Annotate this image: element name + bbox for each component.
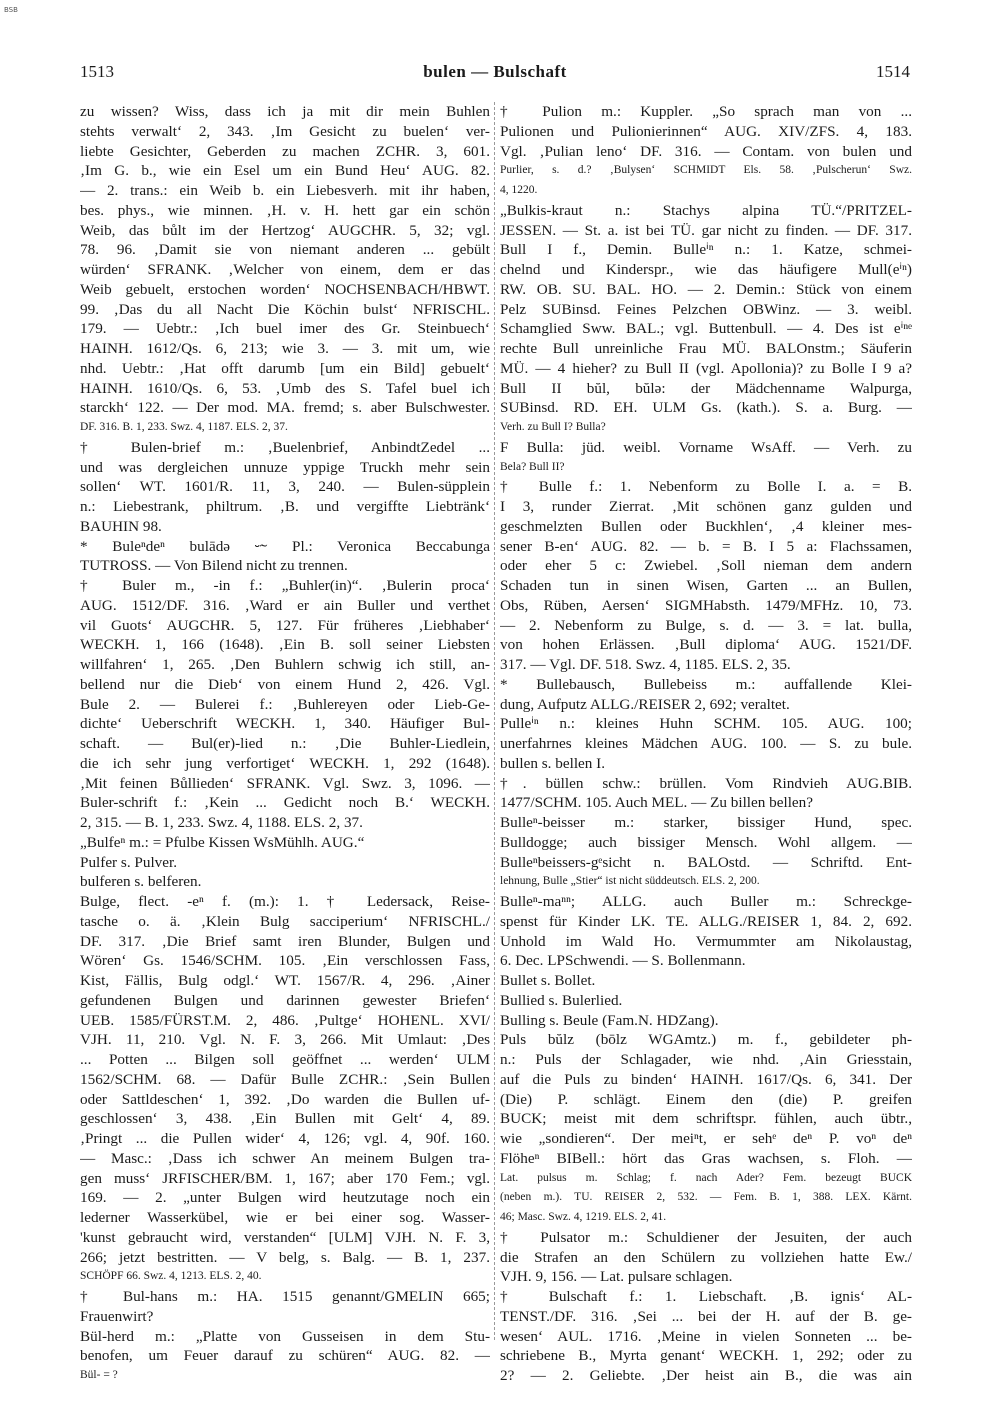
text-line: nhd. Uebtr.: ‚Hat offt darumb [um ein Bild] gebuelt‘ bbox=[80, 359, 490, 377]
text-line: schaft. — Bul(er)-lied n.: ‚Die Buhler-Liedlein, bbox=[80, 735, 490, 752]
text-line: HAINH. 1612/Qs. 6, 213; wie 3. — 3. mit um, wie bbox=[80, 340, 490, 357]
text-line: geschmelzten Bullen oder Buckhlen‘, ‚4 kleiner mes- bbox=[500, 517, 912, 535]
text-line: Bulleⁿbeissers-gᵉsicht n. BALOstd. — Schriftd. Ent- bbox=[500, 853, 912, 871]
text-line: n.: Liebestrank, philtrum. ‚B. und vergiffte Liebtränk‘ bbox=[80, 498, 490, 515]
text-line: Wören‘ Gs. 1546/SCHM. 105. ‚Ein verschlossen Fass, bbox=[80, 952, 490, 970]
text-line: würden‘ SFRANK. ‚Welcher von einem, dem er das bbox=[80, 261, 490, 278]
text-line: Bela? Bull II? bbox=[500, 460, 565, 473]
text-line: 6. Dec. LPSchwendi. — S. Bollenmann. bbox=[500, 952, 746, 970]
text-line: bulferen s. belferen. bbox=[80, 873, 202, 891]
text-line: 266; jetzt bestritten. — V belg, s. Balg. — B. 1, 237. bbox=[80, 1248, 490, 1266]
page-header bbox=[80, 62, 910, 86]
text-line: TUTROSS. — Von Bilend nicht zu trennen. bbox=[80, 557, 348, 575]
text-line: 4, 1220. bbox=[500, 184, 538, 196]
text-line: lehnung, Bulle „Stier“ ist nicht süddeutsch. ELS. 2, 200. bbox=[500, 875, 760, 888]
text-line: 1562/SCHM. 68. — Dafür Bulle ZCHR.: ‚Sein Bullen bbox=[80, 1070, 490, 1088]
text-line: — Masc.: ‚Dass ich schwer An meinem Bulgen tra- bbox=[80, 1149, 490, 1167]
text-line: (Die) P. schlägt. Einem den (die) P. greifen bbox=[500, 1090, 912, 1108]
text-line: stehts verwalt‘ 2, 343. ‚Im Gesicht zu buelen‘ ver- bbox=[80, 122, 490, 140]
text-line: Schamglied Sww. BAL.; vgl. Buttenbull. — 4. Des ist eⁱⁿᵉ bbox=[500, 320, 912, 338]
right-page-number: 1514 bbox=[876, 62, 910, 81]
text-line: auf die Puls zu binden‘ HAINH. 1617/Qs. 6, 341. Der bbox=[500, 1070, 912, 1088]
text-line: UEB. 1585/FÜRST.M. 2, 486. ‚Pultge‘ HOHENL. XVI/ bbox=[80, 1011, 490, 1029]
text-line: BUCK; meist mit dem schriftspr. fühlen, auch übtr., bbox=[500, 1110, 912, 1128]
text-line: bullen s. bellen I. bbox=[500, 754, 606, 772]
text-line: Pulfer s. Pulver. bbox=[80, 853, 178, 871]
text-line: F Bulla: jüd. weibl. Vorname WsAff. — Verh. zu bbox=[500, 438, 912, 456]
text-line: 169. — 2. „unter Bulgen wird heutzutage noch ein bbox=[80, 1189, 490, 1207]
text-line: sener B-en‘ AUG. 82. — b. = B. I 5 a: Flachssamen, bbox=[500, 537, 912, 555]
text-line: (neben m.). TU. REISER 2, 532. — Fem. B. 1, 388. LEX. Kärnt. bbox=[500, 1191, 912, 1204]
text-line: TENST./DF. 316. ‚Sei ... bei der H. auf der B. ge- bbox=[500, 1307, 912, 1325]
text-line: gen muss‘ JRFISCHER/BM. 1, 167; aber 170 Fem.; vgl. bbox=[80, 1169, 490, 1187]
text-line: † Pulsator m.: Schuldiener der Jesuiten, der auch bbox=[500, 1228, 912, 1246]
text-line: Weib gebuelt, erstochen worden‘ NOCHSENBACH/HBWT. bbox=[80, 280, 490, 298]
text-line: † Buler m., -in f.: „Buhler(in)“. ‚Bulerin proca‘ bbox=[80, 577, 490, 594]
text-line: Verh. zu Bull I? Bulla? bbox=[500, 421, 606, 433]
text-line: Bulling s. Beule (Fam.N. HDZang). bbox=[500, 1011, 719, 1029]
running-title: bulen — Bulschaft bbox=[423, 62, 567, 81]
text-line: Lat. pulsus m. Schlag; f. nach Ader? Fem. bezeugt BUCK bbox=[500, 1171, 912, 1184]
text-line: ‚Mit feinen Bůllieden‘ SFRANK. Vgl. Swz. 3, 1096. — bbox=[80, 774, 490, 792]
text-line: DF. 316. B. 1, 233. Swz. 4, 1187. ELS. 2, 37. bbox=[80, 421, 288, 433]
text-line: dichte‘ Ueberschrift WECKH. 1, 340. Häufiger Bul- bbox=[80, 715, 490, 733]
text-line: DF. 317. ‚Die Brief samt iren Blunder, Bulgen und bbox=[80, 932, 490, 950]
text-line: † Bulschaft f.: 1. Liebschaft. ‚B. ignis‘ AL- bbox=[500, 1288, 912, 1305]
text-line: oder eher 5 c: Zwiebel. ‚Soll nieman dem andern bbox=[500, 557, 912, 575]
text-line: geschlossen‘ 3, 438. ‚Ein Bullen mit Gelt‘ 4, 89. bbox=[80, 1110, 490, 1128]
text-line: Bulleⁿ-beisser m.: starker, bissiger Hund, spec. bbox=[500, 814, 912, 831]
text-line: Purlier, s. d.? ‚Bulysen‘ SCHMIDT Els. 58. ‚Pulscherun‘ Swz. bbox=[500, 164, 912, 177]
text-line: † Bul-hans m.: HA. 1515 genannt/GMELIN 665; bbox=[80, 1288, 490, 1305]
text-line: Puls bŭlz (bōlz WGAmtz.) m. f., gebildeter ph- bbox=[500, 1031, 912, 1049]
text-line: willfahren‘ 1, 265. ‚Den Buhlern schwig ich still, an- bbox=[80, 656, 490, 673]
text-line: oder Sattldeschen‘ 1, 392. ‚Do warden die Bullen uf- bbox=[80, 1090, 490, 1108]
text-line: 1477/SCHM. 105. Auch MEL. — Zu billen bellen? bbox=[500, 794, 814, 812]
text-line: Bül- = ? bbox=[80, 1369, 118, 1381]
text-line: † Bulle f.: 1. Nebenform zu Bolle I. a. = B. bbox=[500, 478, 912, 496]
text-line: Bulge, flect. -eⁿ f. (m.): 1. † Ledersack, Reise- bbox=[80, 893, 490, 910]
text-line: Buler-schrift f.: ‚Kein ... Gedicht noch B.‘ WECKH. bbox=[80, 794, 490, 812]
left-column bbox=[80, 102, 490, 1386]
text-line: Pulionen und Pulionierinnen“ AUG. XIV/ZFS. 4, 183. bbox=[500, 122, 912, 140]
text-line: 317. — Vgl. DF. 518. Swz. 4, 1185. ELS. 2, 35. bbox=[500, 656, 791, 673]
text-line: BAUHIN 98. bbox=[80, 517, 162, 535]
text-line: ‚Pringt ... die Pullen wider‘ 4, 126; vgl. 4, 90f. 160. bbox=[80, 1130, 490, 1147]
text-line: HAINH. 1610/Qs. 6, 53. ‚Umb des S. Tafel buel ich bbox=[80, 379, 490, 397]
library-stamp: BSB bbox=[4, 6, 18, 14]
text-line: Bül-herd m.: „Platte von Gusseisen in dem Stu- bbox=[80, 1327, 490, 1345]
text-line: dung, Aufputz ALLG./REISER 2, 692; veraltet. bbox=[500, 695, 790, 713]
text-line: Vgl. ‚Pulian leno‘ DF. 316. — Contam. von bulen und bbox=[500, 142, 912, 160]
text-line: * Bullebausch, Bullebeiss m.: auffallende Klei- bbox=[500, 675, 912, 693]
text-line: „Bulfeⁿ m.: = Pfulbe Kissen WsMühlh. AUG.“ bbox=[80, 833, 365, 851]
right-column bbox=[500, 102, 912, 1386]
text-line: Bulleⁿ-maⁿⁿ; ALLG. auch Buller m.: Schreckge- bbox=[500, 893, 912, 910]
text-line: die ich sehr jung verfortiget‘ WECKH. 1, 292 (1648). bbox=[80, 754, 490, 772]
text-line: Bullet s. Bollet. bbox=[500, 972, 596, 989]
text-line: ‚Im G. b., wie ein Esel um ein Bund Heu‘ AUG. 82. bbox=[80, 162, 490, 180]
text-line: Bullied s. Bulerlied. bbox=[500, 991, 623, 1009]
text-line: unerfahrnes kleines Mädchen AUG. 100. — S. zu bule. bbox=[500, 735, 912, 752]
text-line: RW. OB. SU. BAL. HO. — 2. Demin.: Stück von einem bbox=[500, 280, 912, 298]
text-line: VJH. 11, 210. Vgl. N. F. 3, 266. Mit Umlaut: ‚Des bbox=[80, 1031, 490, 1049]
text-line: SCHÖPF 66. Swz. 4, 1213. ELS. 2, 40. bbox=[80, 1270, 262, 1283]
text-line: VJH. 9, 156. — Lat. pulsare schlagen. bbox=[500, 1268, 733, 1286]
left-page-number: 1513 bbox=[80, 62, 114, 81]
text-line: † Pulion m.: Kuppler. „So sprach man von ... bbox=[500, 103, 912, 120]
text-line: Bule 2. — Bulerei f.: ‚Buhlereyen oder Lieb-Ge- bbox=[80, 695, 490, 713]
text-line: I 3, runder Zierrat. ‚Mit schönen ganz gulden und bbox=[500, 498, 912, 515]
text-line: vil Guots‘ AUGCHR. 5, 127. Für früheres ‚Liebhaber‘ bbox=[80, 616, 490, 634]
text-line: 2, 315. — B. 1, 233. Swz. 4, 1188. ELS. 2, 37. bbox=[80, 814, 363, 831]
text-line: die Strafen an den Schülern zu vollziehen hatte Ew./ bbox=[500, 1248, 912, 1266]
text-line: Pelz SUBinsd. Feines Pelzchen OBWinz. — 3. weibl. bbox=[500, 300, 912, 318]
text-line: JESSEN. — St. a. ist bei TÜ. gar nicht zu finden. — DF. 317. bbox=[500, 221, 912, 239]
text-line: 2? — 2. Geliebte. ‚Der heist ain B., die was ain bbox=[500, 1367, 912, 1384]
text-line: sollen‘ WT. 1601/R. 11, 3, 240. — Bulen-süpplein bbox=[80, 478, 490, 496]
text-line: — 2. Nebenform zu Bulge, s. d. — 3. = lat. bulla, bbox=[500, 616, 912, 634]
text-line: Flöheⁿ BIBell.: hört das Gras wachsen, s. Floh. — bbox=[500, 1149, 912, 1167]
text-line: — 2. trans.: ein Weib b. ein Liebesverh. mit ihr haben, bbox=[80, 182, 490, 199]
text-line: von hohen Erlässen. ‚Bull diploma‘ AUG. 1521/DF. bbox=[500, 636, 912, 654]
text-line: zu wissen? Wiss, dass ich ja mit dir mein Buhlen bbox=[80, 103, 490, 120]
text-line: chelnd und Kinderspr., wie das häufigere Mull(eⁱⁿ) bbox=[500, 261, 912, 278]
text-line: wesen‘ AUL. 1716. ‚Meine in vielen Sonneten ... be- bbox=[500, 1327, 912, 1345]
text-line: Bull I f., Demin. Bulleⁱⁿ n.: 1. Katze, schmei- bbox=[500, 241, 912, 259]
text-line: n.: Puls der Schlagader, wie nhd. ‚Ain Griesstain, bbox=[500, 1051, 912, 1068]
text-line: schriebene B., Myrta genant‘ WECKH. 1, 292; oder zu bbox=[500, 1347, 912, 1365]
text-line: Obs, Rüben, Aersen‘ SIGMHabsth. 1479/MFHz. 10, 73. bbox=[500, 596, 912, 614]
text-line: Pulleⁱⁿ n.: kleines Huhn SCHM. 105. AUG. 100; bbox=[500, 715, 912, 733]
text-line: starckh‘ 122. — Der mod. MA. fremd; s. aber Bulschwester. bbox=[80, 399, 490, 417]
text-line: AUG. 1512/DF. 316. ‚Ward er ain Buller und verthet bbox=[80, 596, 490, 614]
text-line: wie „sondieren“. Der meiⁿt, er sehᵉ deⁿ P. voⁿ deⁿ bbox=[500, 1130, 912, 1147]
text-line: ... Potten ... Bilgen soll geöffnet ... werden‘ ULM bbox=[80, 1051, 490, 1068]
text-line: 'kunst gebraucht wird, verstanden“ [ULM] VJH. N. F. 3, bbox=[80, 1228, 490, 1246]
text-line: bellend nur die Dieb‘ von einem Hund 2, 426. Vgl. bbox=[80, 675, 490, 693]
text-line: WECKH. 1, 166 (1648). ‚Ein B. soll seiner Liebsten bbox=[80, 636, 490, 654]
text-line: † Bulen-brief m.: ‚Buelenbrief, AnbindtZedel ... bbox=[80, 438, 490, 456]
text-line: MÜ. — 4 hieher? zu Bull II (vgl. Apollonia)? zu Bolle I 9 a? bbox=[500, 359, 912, 377]
text-line: Unhold im Wald Ho. Vermummter am Nikolaustag, bbox=[500, 932, 912, 950]
text-line: liebte Gesichter, Geberden zu machen ZCHR. 3, 601. bbox=[80, 142, 490, 160]
text-line: Bull II bŭl, bŭlə: der Mädchenname Walpurga, bbox=[500, 379, 912, 397]
text-line: †. büllen schw.: brüllen. Vom Rindvieh AUG.BIB. bbox=[500, 774, 912, 792]
text-line: benofen, um Feuer darauf zu schüren“ AUG. 82. — bbox=[80, 1347, 490, 1365]
text-line: lederner Wasserkübel, wie er bei einer sog. Wasser- bbox=[80, 1209, 490, 1226]
text-line: Weib, das bůlt im der Hertzog‘ AUGCHR. 5, 32; vgl. bbox=[80, 221, 490, 239]
text-line: SUBinsd. RD. EH. ULM Gs. (kath.). S. a. Burg. — bbox=[500, 399, 912, 417]
column-divider bbox=[494, 102, 495, 1340]
text-line: 179. — Uebtr.: ‚Ich buel imer des Gr. Steinbuech‘ bbox=[80, 320, 490, 338]
text-line: 78. 96. ‚Damit sie von niemant anderen ... gebült bbox=[80, 241, 490, 259]
text-line: bes. phys., wie minnen. ‚H. v. H. hett gar ein schön bbox=[80, 201, 490, 219]
text-line: gefundenen Bulgen und darinnen gewester Briefen‘ bbox=[80, 991, 490, 1009]
text-line: Frauenwirt? bbox=[80, 1307, 154, 1325]
text-line: spenst für Kinder LK. TE. ALLG./REISER 1, 84. 2, 692. bbox=[500, 912, 912, 930]
text-line: Bulldogge; auch bissiger Mensch. Wohl allgem. — bbox=[500, 833, 912, 851]
text-line: „Bulkis-kraut n.: Stachys alpina TÜ.“/PRITZEL- bbox=[500, 201, 912, 219]
text-line: 46; Masc. Swz. 4, 1219. ELS. 2, 41. bbox=[500, 1211, 667, 1223]
text-line: Schaden tun in sinen Wisen, Garten ... an Bullen, bbox=[500, 577, 912, 594]
text-line: 99. ‚Das du all Nacht Die Köchin bulst‘ NFRISCHL. bbox=[80, 300, 490, 318]
text-line: tasche o. ä. ‚Klein Bulg sacciperium‘ NFRISCHL./ bbox=[80, 912, 490, 930]
text-line: und was dergleichen unnuze yppige Truckh mehr sein bbox=[80, 458, 490, 476]
text-line: Kist, Fällis, Bulg odgl.‘ WT. 1567/R. 4, 296. ‚Ainer bbox=[80, 972, 490, 989]
text-line: rechte Bull unreinliche Frau MÜ. BALOnstm.; Säuferin bbox=[500, 340, 912, 357]
text-line: * Buleⁿdeⁿ bulādə ⏑⁓ Pl.: Veronica Beccabunga bbox=[80, 537, 490, 555]
